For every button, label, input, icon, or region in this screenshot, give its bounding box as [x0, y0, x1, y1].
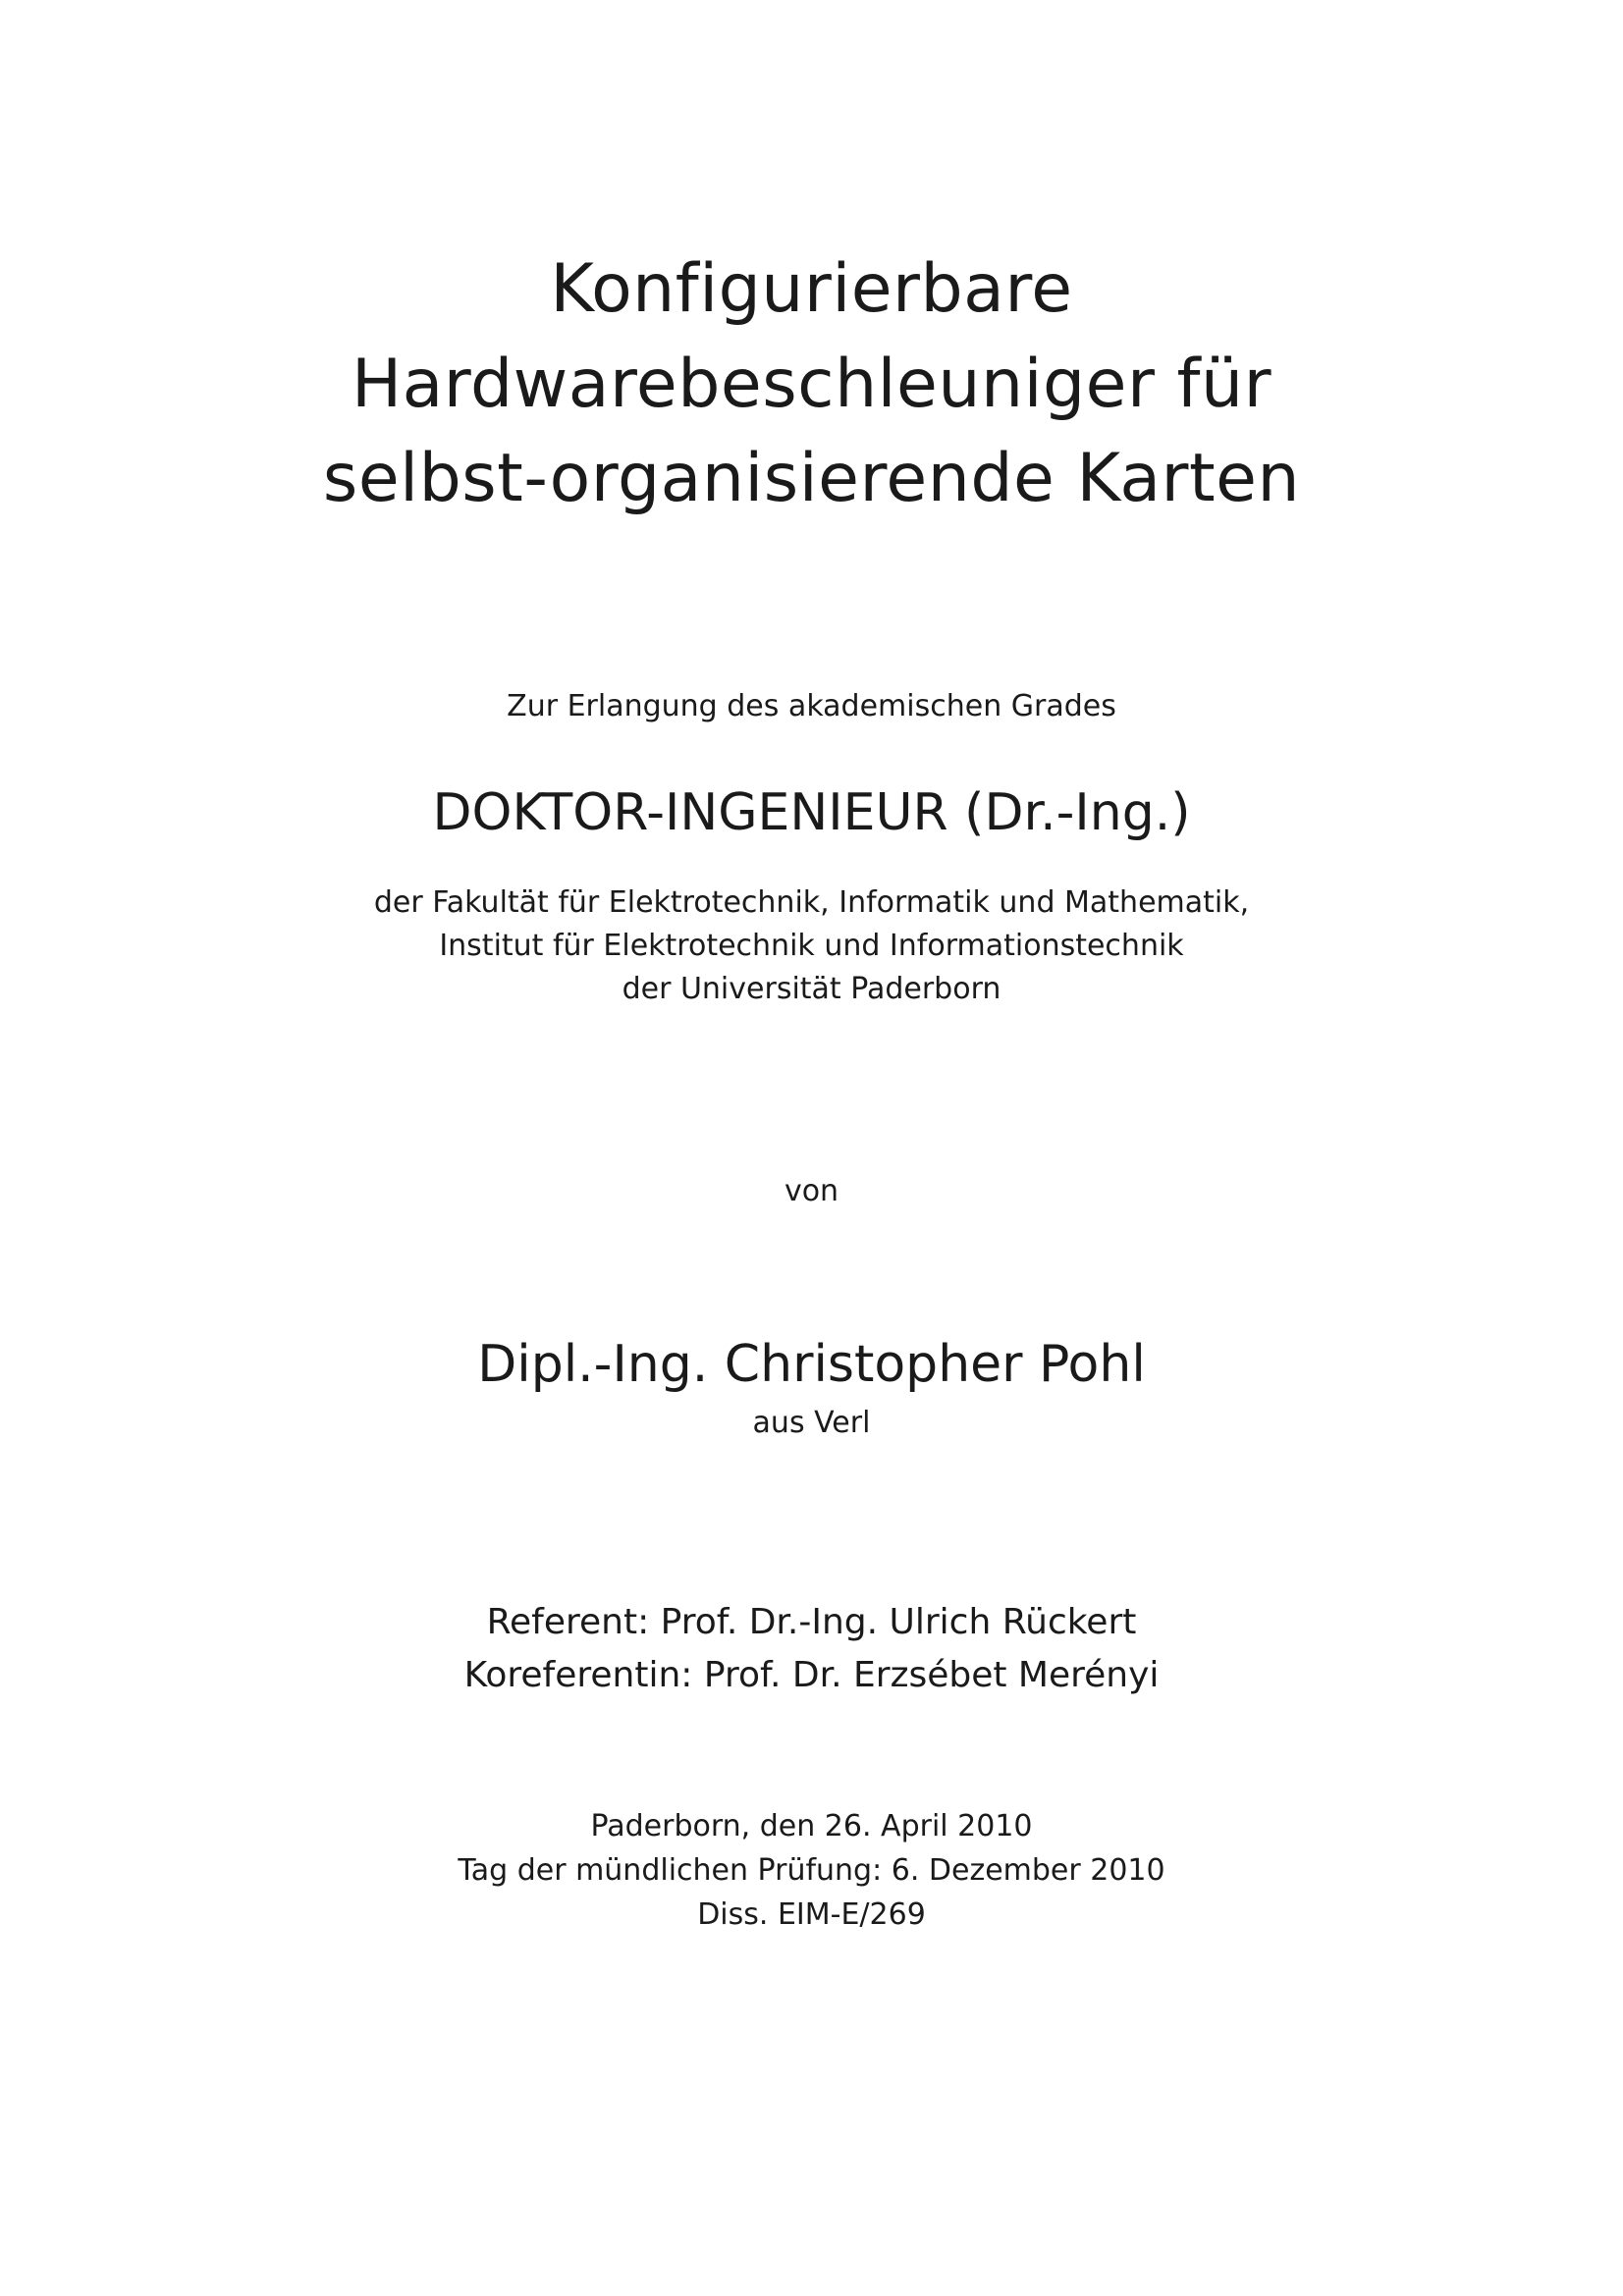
place-date: Paderborn, den 26. April 2010: [590, 1809, 1033, 1843]
degree-title: DOKTOR-INGENIEUR (Dr.-Ing.): [432, 783, 1191, 842]
thesis-title-line-3: selbst-organisierende Karten: [322, 440, 1301, 517]
author-name: Dipl.-Ing. Christopher Pohl: [477, 1335, 1146, 1394]
exam-date: Tag der mündlichen Prüfung: 6. Dezember 2010: [458, 1853, 1165, 1888]
thesis-title-line-2: Hardwarebeschleuniger für: [351, 346, 1272, 423]
thesis-title-line-1: Konfigurierbare: [550, 250, 1073, 328]
institution-line-3: der Universität Paderborn: [622, 972, 1001, 1006]
institution-line-2: Institut für Elektrotechnik und Informationstechnik: [439, 929, 1184, 963]
by-label: von: [784, 1174, 839, 1208]
degree-purpose: Zur Erlangung des akademischen Grades: [507, 689, 1116, 723]
referent: Referent: Prof. Dr.-Ing. Ulrich Rückert: [486, 1602, 1137, 1642]
dissertation-number: Diss. EIM-E/269: [697, 1897, 926, 1932]
koreferentin: Koreferentin: Prof. Dr. Erzsébet Merényi: [463, 1655, 1160, 1695]
institution-line-1: der Fakultät für Elektrotechnik, Informatik und Mathematik,: [373, 885, 1250, 920]
author-origin: aus Verl: [752, 1406, 871, 1440]
